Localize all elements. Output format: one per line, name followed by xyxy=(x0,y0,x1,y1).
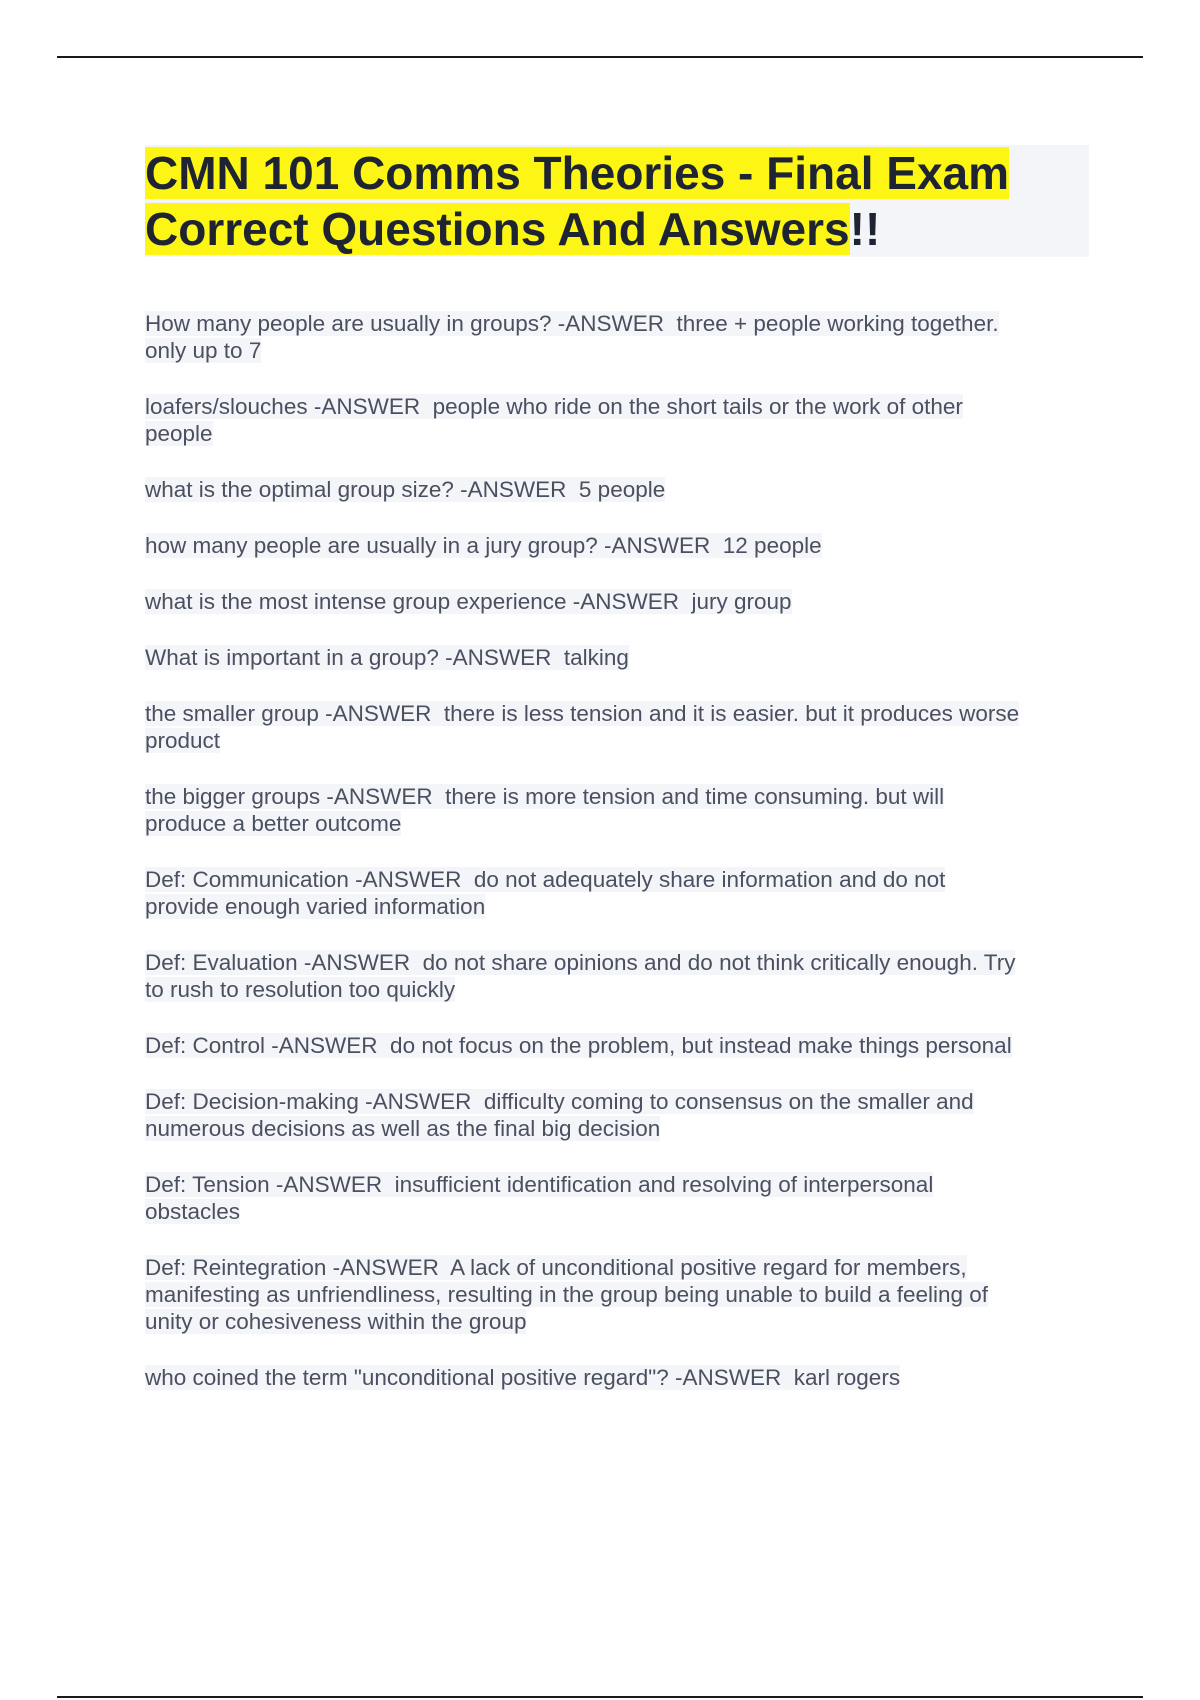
qa-item-text: Def: Evaluation -ANSWER do not share opinions and do not think critically enough. Try to rush to resolution too quickly xyxy=(145,950,1016,1002)
title-block xyxy=(145,145,1089,257)
qa-item xyxy=(145,949,1089,1003)
page-title xyxy=(145,145,1089,257)
bottom-rule xyxy=(57,1696,1143,1698)
qa-item-text: What is important in a group? -ANSWER talking xyxy=(145,645,629,670)
qa-item-text: Def: Tension -ANSWER insufficient identification and resolving of interpersonal obstacles xyxy=(145,1172,934,1224)
qa-item-text: Def: Communication -ANSWER do not adequately share information and do not provide enough varied information xyxy=(145,867,946,919)
qa-item xyxy=(145,700,1089,754)
qa-item-text: how many people are usually in a jury group? -ANSWER 12 people xyxy=(145,533,822,558)
qa-item-text: Def: Reintegration -ANSWER A lack of unconditional positive regard for members, manifesting as unfriendliness, resulting in the group being unable to build a feeling of unity or cohesiveness within the group xyxy=(145,1255,989,1334)
qa-item-text: How many people are usually in groups? -ANSWER three + people working together. only up to 7 xyxy=(145,311,999,363)
qa-item-text: the smaller group -ANSWER there is less tension and it is easier. but it produces worse product xyxy=(145,701,1020,753)
qa-item-text: who coined the term "unconditional positive regard"? -ANSWER karl rogers xyxy=(145,1365,901,1390)
qa-item xyxy=(145,310,1089,364)
qa-item xyxy=(145,532,1089,559)
qa-item xyxy=(145,1171,1089,1225)
qa-item xyxy=(145,644,1089,671)
qa-item xyxy=(145,866,1089,920)
qa-item xyxy=(145,1088,1089,1142)
qa-item xyxy=(145,393,1089,447)
qa-item xyxy=(145,783,1089,837)
qa-item-text: what is the most intense group experience -ANSWER jury group xyxy=(145,589,792,614)
qa-item-text: Def: Control -ANSWER do not focus on the problem, but instead make things personal xyxy=(145,1033,1012,1058)
qa-item xyxy=(145,1364,1089,1391)
qa-item-text: the bigger groups -ANSWER there is more tension and time consuming. but will produce a better outcome xyxy=(145,784,945,836)
qa-item-text: Def: Decision-making -ANSWER difficulty coming to consensus on the smaller and numerous decisions as well as the final big decision xyxy=(145,1089,974,1141)
qa-item xyxy=(145,476,1089,503)
qa-item xyxy=(145,1032,1089,1059)
top-rule xyxy=(57,56,1143,58)
title-suffix: !! xyxy=(849,203,881,255)
qa-item-text: loafers/slouches -ANSWER people who ride on the short tails or the work of other people xyxy=(145,394,963,446)
qa-item-text: what is the optimal group size? -ANSWER 5 people xyxy=(145,477,666,502)
title-highlighted-text: CMN 101 Comms Theories - Final Exam Correct Questions And Answers xyxy=(145,147,1010,255)
qa-item xyxy=(145,588,1089,615)
qa-list xyxy=(145,310,1089,1420)
qa-item xyxy=(145,1254,1089,1335)
